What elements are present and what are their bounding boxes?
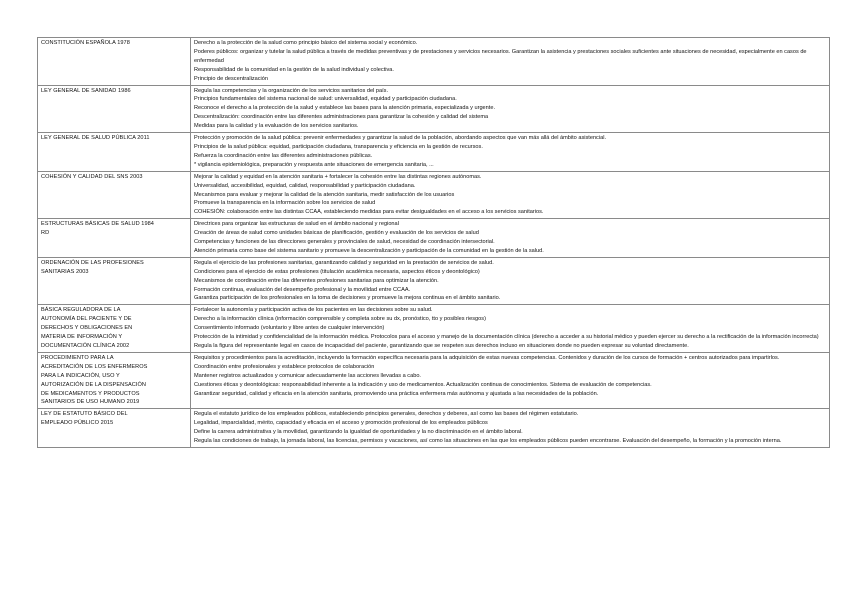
description-line: Regula la figura del representante legal en casos de incapacidad del paciente, garantizando que se respeten sus derechos incluso en situaciones donde no pueden expresar su voluntad directamente. bbox=[194, 343, 689, 349]
description-line: Universalidad, accesibilidad, equidad, calidad, responsabilidad y participación ciudadana. bbox=[194, 182, 416, 189]
law-name-cell bbox=[38, 257, 191, 305]
description-line: Reconoce el derecho a la protección de la salud y establece las bases para la atención primaria, especializada y urgente. bbox=[194, 105, 495, 112]
description-line: Principios de la salud pública: equidad, participación ciudadana, transparencia y eficiencia en la gestión de recursos. bbox=[194, 143, 483, 150]
law-description-cell bbox=[191, 133, 830, 172]
description-line: Descentralización: coordinación entre las diferentes administraciones para garantizar la cohesión y calidad del sistema bbox=[194, 114, 489, 121]
law-description-cell bbox=[191, 38, 830, 86]
law-description-cell bbox=[191, 352, 830, 408]
description-line: Creación de áreas de salud como unidades básicas de planificación, gestión y evaluación de los servicios de salud bbox=[194, 230, 479, 237]
description-line: Consentimiento informado (voluntario y libre antes de cualquier intervención) bbox=[194, 325, 385, 332]
law-description-cell bbox=[191, 219, 830, 258]
law-description-cell bbox=[191, 409, 830, 448]
law-name-line: MATERIA DE INFORMACIÓN Y bbox=[41, 334, 123, 341]
description-line: Mecanismos para evaluar y mejorar la calidad de la atención sanitaria, medir satisfacción de los usuarios bbox=[194, 191, 455, 198]
description-line: Mantener registros actualizados y comunicar adecuadamente las acciones llevadas a cabo. bbox=[194, 372, 421, 379]
description-line: Poderes públicos: organizar y tutelar la salud pública a través de medidas preventivas y de prestaciones y servicios necesarios. Garantizan la asistencia y prestaciones sociales suficientes ante situaciones de necesidad, especialmente en casos de enfermedad bbox=[194, 48, 807, 64]
description-line: Principio de descentralización bbox=[194, 75, 269, 82]
law-description-cell bbox=[191, 85, 830, 133]
description-line: Formación continua, evaluación del desempeño profesional y la movilidad entre CCAA. bbox=[194, 286, 411, 293]
law-name-line: PROCEDIMIENTO PARA LA bbox=[41, 354, 114, 361]
law-name-cell bbox=[38, 219, 191, 258]
law-name-line: DERECHOS Y OBLIGACIONES EN bbox=[41, 325, 133, 332]
description-line: Condiciones para el ejercicio de estas profesiones (titulación académica necesaria, aspectos éticos y deontológico) bbox=[194, 268, 480, 275]
table-body bbox=[38, 38, 830, 448]
description-line: Principios fundamentales del sistema nacional de salud: universalidad, equidad y participación ciudadana. bbox=[194, 96, 457, 103]
law-name-line: AUTONOMÍA DEL PACIENTE Y DE bbox=[41, 316, 132, 323]
table-row bbox=[38, 171, 830, 219]
law-name-line: ORDENACIÓN DE LAS PROFESIONES bbox=[41, 259, 144, 266]
description-line: Fortalecer la autonomía y participación activa de los pacientes en las decisiones sobre su salud. bbox=[194, 307, 433, 314]
description-line: Regula el estatuto jurídico de los empleados públicos, estableciendo principios generales, derechos y deberes, así como las bases del régimen estatutario. bbox=[194, 411, 579, 418]
description-line: Derecho a la protección de la salud como principio básico del sistema social y económico. bbox=[194, 40, 418, 46]
description-line: Garantiza participación de los profesionales en la toma de decisiones y promueve la mejora continua en el ámbito sanitario. bbox=[194, 295, 501, 302]
description-line: Refuerza la coordinación entre las diferentes administraciones públicas. bbox=[194, 152, 373, 159]
law-name-cell bbox=[38, 409, 191, 448]
description-line: Protección y promoción de la salud pública: prevenir enfermedades y garantizar la salud de la población, abordando aspectos que van más allá del ámbito asistencial. bbox=[194, 135, 607, 142]
law-name-line: SANITARIAS 2003 bbox=[41, 268, 89, 275]
law-name-line: LEY GENERAL DE SALUD PÚBLICA 2011 bbox=[41, 135, 150, 142]
law-name-cell bbox=[38, 38, 191, 86]
description-line: Mecanismos de coordinación entre las diferentes profesiones sanitarias para optimizar la atención. bbox=[194, 277, 439, 284]
law-description-cell bbox=[191, 305, 830, 353]
table-row bbox=[38, 305, 830, 353]
law-name-line: SANITARIOS DE USO HUMANO 2019 bbox=[41, 399, 140, 406]
description-line: Medidas para la calidad y la evaluación de los servicios sanitarios. bbox=[194, 123, 359, 130]
description-line: Requisitos y procedimientos para la acreditación, incluyendo la formación específica necesaria para la adquisición de estas nuevas competencias. Contenidos y duración de los cursos de formación + centros autorizados para impartirlos. bbox=[194, 354, 780, 361]
law-name-line: ACREDITACIÓN DE LOS ENFERMEROS bbox=[41, 363, 148, 370]
law-description-cell bbox=[191, 257, 830, 305]
description-line: COHESIÓN: colaboración entre las distintas CCAA, estableciendo medidas para evitar desigualdades en el acceso a los servicios sanitarios. bbox=[194, 209, 544, 216]
law-description-cell bbox=[191, 171, 830, 219]
description-line: Regula el ejercicio de las profesiones sanitarias, garantizando calidad y seguridad en la prestación de servicios de salud. bbox=[194, 259, 494, 266]
law-name-line: LEY DE ESTATUTO BÁSICO DEL bbox=[41, 411, 128, 418]
law-name-line: BÁSICA REGULADORA DE LA bbox=[41, 307, 121, 314]
description-line: Competencias y funciones de las direcciones generales y provinciales de salud, necesidad de coordinación intersectorial. bbox=[194, 239, 495, 246]
table-row bbox=[38, 352, 830, 408]
description-line: Regula las competencias y la organización de los servicios sanitarios del país. bbox=[194, 87, 389, 94]
table-row bbox=[38, 409, 830, 448]
law-name-line: RD bbox=[41, 230, 50, 237]
law-name-cell bbox=[38, 85, 191, 133]
table-row bbox=[38, 219, 830, 258]
description-line: Garantizar seguridad, calidad y eficacia en la atención sanitaria, promoviendo una práctica enfermera más autónoma y ajustada a las necesidades de la población. bbox=[194, 390, 599, 397]
description-line: Coordinación entre profesionales y establece protocolos de colaboración bbox=[194, 363, 375, 370]
description-line: Derecho a la información clínica (información comprensible y completa sobre su dx, pronóstico, tto y posibles riesgos) bbox=[194, 316, 486, 323]
law-name-cell bbox=[38, 171, 191, 219]
description-line: Protección de la intimidad y confidencialidad de la información médica. Protocolos para el acceso y manejo de la documentación clínica (derecho a acceder a su historial médico y pueden ejercer su derecho a la rectificación de la información incorrecta) bbox=[194, 334, 819, 341]
law-name-cell bbox=[38, 352, 191, 408]
description-line: Define la carrera administrativa y la movilidad, garantizando la igualdad de oportunidades y la no discriminación en el ámbito laboral. bbox=[194, 429, 523, 436]
description-line: Regula las condiciones de trabajo, la jornada laboral, las licencias, permisos y vacaciones, así como las situaciones en las que los empleados públicos pueden encontrarse. Evaluación del desempeño, la formación y la promoción interna. bbox=[194, 438, 782, 445]
law-name-line: PARA LA INDICACIÓN, USO Y bbox=[41, 372, 120, 379]
law-name-line: EMPLEADO PÚBLICO 2015 bbox=[41, 420, 114, 427]
description-line: Legalidad, imparcialidad, mérito, capacidad y eficacia en el acceso y promoción profesional de los empleados públicos bbox=[194, 420, 488, 427]
description-line: Directrices para organizar las estructuras de salud en el ámbito nacional y regional bbox=[194, 221, 399, 228]
description-line: * vigilancia epidemiológica, preparación y respuesta ante situaciones de emergencia sanitaria, ... bbox=[194, 161, 434, 168]
law-name-line: DOCUMENTACIÓN CLÍNICA 2002 bbox=[41, 343, 130, 349]
description-line: Mejorar la calidad y equidad en la atención sanitaria + fortalecer la cohesión entre las distintas regiones autónomas. bbox=[194, 173, 482, 180]
law-name-line: COHESIÓN Y CALIDAD DEL SNS 2003 bbox=[41, 173, 143, 180]
description-line: Responsabilidad de la comunidad en la gestión de la salud individual y colectiva. bbox=[194, 66, 394, 73]
table-row bbox=[38, 38, 830, 86]
law-name-line: CONSTITUCIÓN ESPAÑOLA 1978 bbox=[41, 40, 130, 46]
law-name-line: ESTRUCTURAS BÁSICAS DE SALUD 1984 bbox=[41, 221, 154, 228]
law-name-line: AUTORIZACIÓN DE LA DISPENSACIÓN bbox=[41, 381, 146, 388]
table-row bbox=[38, 257, 830, 305]
table-row bbox=[38, 133, 830, 172]
table-row bbox=[38, 85, 830, 133]
legislation-table bbox=[37, 37, 830, 448]
description-line: Atención primaria como base del sistema sanitario y promueve la descentralización y participación de la comunidad en la gestión de la salud. bbox=[194, 247, 544, 254]
description-line: Cuestiones éticas y deontológicas: responsabilidad inherente a la indicación y uso de medicamentos. Actualización continua de conocimientos. Sistema de evaluación de competencias. bbox=[194, 381, 652, 388]
law-name-line: DE MEDICAMENTOS Y PRODUCTOS bbox=[41, 390, 140, 397]
law-name-cell bbox=[38, 305, 191, 353]
law-name-cell bbox=[38, 133, 191, 172]
description-line: Promueve la transparencia en la información sobre los servicios de salud bbox=[194, 200, 376, 207]
law-name-line: LEY GENERAL DE SANIDAD 1986 bbox=[41, 87, 131, 94]
